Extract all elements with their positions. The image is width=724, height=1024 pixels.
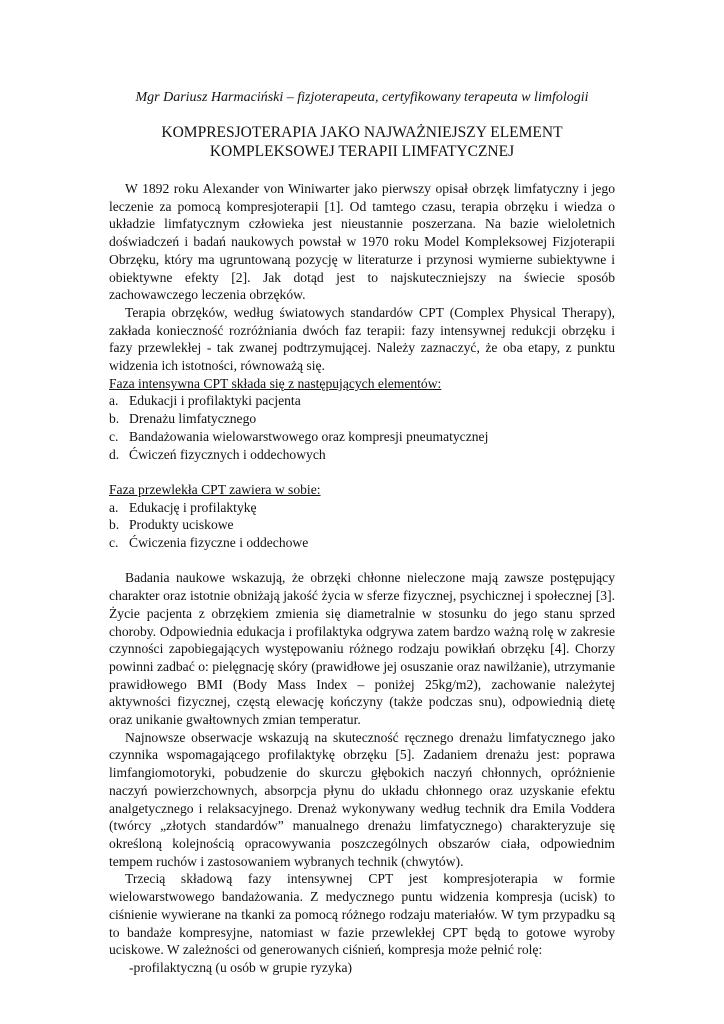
list-item: a. Edukację i profilaktykę <box>109 499 257 515</box>
list-item: b. Produkty uciskowe <box>109 517 234 533</box>
list-item: b. Drenażu limfatycznego <box>109 411 257 427</box>
list-item: a. Edukacji i profilaktyki pacjenta <box>109 393 301 409</box>
spacer <box>109 552 615 570</box>
chronic-phase-section <box>109 481 615 552</box>
intensive-phase-list <box>109 392 615 463</box>
intensive-phase-section <box>109 375 615 464</box>
list-item: d. Ćwiczeń fizycznych i oddechowych <box>109 446 326 462</box>
spacer <box>109 463 615 481</box>
paragraph-3: Badania naukowe wskazują, że obrzęki chłonne nieleczone mają zawsze postępujący charakter oraz istotnie obniżają jakość życia w sferze fizycznej, psychicznej i społecznej [3]. Życie pacjenta z obrzękiem zmienia się diametralnie w stosunku do jego stanu sprzed choroby. Odpowiednia edukacja i profilaktyka odgrywa zatem bardzo ważną rolę w zakresie czynności zapobiegających występowaniu różnego rodzaju powikłań obrzęku [4]. Chorzy powinni zadbać o: pielęgnację skóry (prawidłowe jej osuszanie oraz nawilżanie), utrzymanie prawidłowego BMI (Body Mass Index – poniżej 25kg/m2), zachowanie należytej aktywności fizycznej, częstą elewację kończyny (także podczas snu), odpowiednią dietę oraz unikanie gwałtownych zmian temperatur. <box>109 570 615 728</box>
paragraph-5: Trzecią składową fazy intensywnej CPT jest kompresjoterapia w formie wielowarstwowego bandażowania. Z medycznego puntu widzenia kompresja (ucisk) to ciśnienie wywierane na tkanki za pomocą różnego rodzaju materiałów. W tym przypadku są to bandaże kompresyjne, natomiast w fazie przewlekłej CPT będą to gotowe wyroby uciskowe. W zależności od generowanych ciśnień, kompresja może pełnić rolę: <box>109 871 615 958</box>
document-title <box>0 123 724 161</box>
document-body <box>109 180 615 977</box>
paragraph-2: Terapia obrzęków, według światowych standardów CPT (Complex Physical Therapy), zakłada konieczność rozróżniania dwóch faz terapii: fazy intensywnej redukcji obrzęku i fazy przewlekłej - tak zwanej podtrzymującej. Należy zaznaczyć, że oba etapy, z punktu widzenia ich istotności, równoważą się. <box>109 304 615 374</box>
title-line-1: KOMPRESJOTERAPIA JAKO NAJWAŻNIEJSZY ELEMENT <box>161 124 563 141</box>
intensive-phase-heading: Faza intensywna CPT składa się z następujących elementów: <box>109 375 442 391</box>
title-line-2: KOMPLEKSOWEJ TERAPII LIMFATYCZNEJ <box>209 143 515 160</box>
paragraph-4: Najnowsze obserwacje wskazują na skuteczność ręcznego drenażu limfatycznego jako czynnika wspomagającego profilaktykę obrzęku [5]. Zadaniem drenażu jest: poprawa limfangiomotoryki, pobudzenie do skurczu głębokich naczyń chłonnych, opróżnienie naczyń powierzchownych, absorpcja płynu do układu chłonnego oraz uzyskanie efektu analgetycznego i relaksacyjnego. Drenaż wykonywany według technik dra Emila Voddera (twórcy „złotych standardów” manualnego drenażu limfatycznego) charakteryzuje się określoną kolejnością opracowywania poszczególnych obszarów ciała, odpowiednim tempem ruchów i zastosowaniem wybranych technik (chwytów). <box>109 729 615 869</box>
paragraph-6: -profilaktyczną (u osób w grupie ryzyka) <box>129 959 353 975</box>
author-line: Mgr Dariusz Harmaciński – fizjoterapeuta, certyfikowany terapeuta w limfologii <box>135 90 589 105</box>
list-item: c. Ćwiczenia fizyczne i oddechowe <box>109 535 309 551</box>
list-item: c. Bandażowania wielowarstwowego oraz kompresji pneumatycznej <box>109 428 489 444</box>
paragraph-1: W 1892 roku Alexander von Winiwarter jako pierwszy opisał obrzęk limfatyczny i jego leczenie za pomocą kompresjoterapii [1]. Od tamtego czasu, terapia obrzęku i wiedza o układzie limfatycznym człowieka jest nieustannie poszerzana. Na bazie wieloletnich doświadczeń i badań naukowych powstał w 1970 roku Model Kompleksowej Fizjoterapii Obrzęku, który ma ugruntowaną pozycję w literaturze i przynosi wymierne subiektywne i obiektywne efekty [2]. Jak dotąd jest to najskuteczniejszy na świecie sposób zachowawczego leczenia obrzęków. <box>109 181 615 303</box>
chronic-phase-heading: Faza przewlekła CPT zawiera w sobie: <box>109 481 321 497</box>
chronic-phase-list <box>109 499 615 552</box>
